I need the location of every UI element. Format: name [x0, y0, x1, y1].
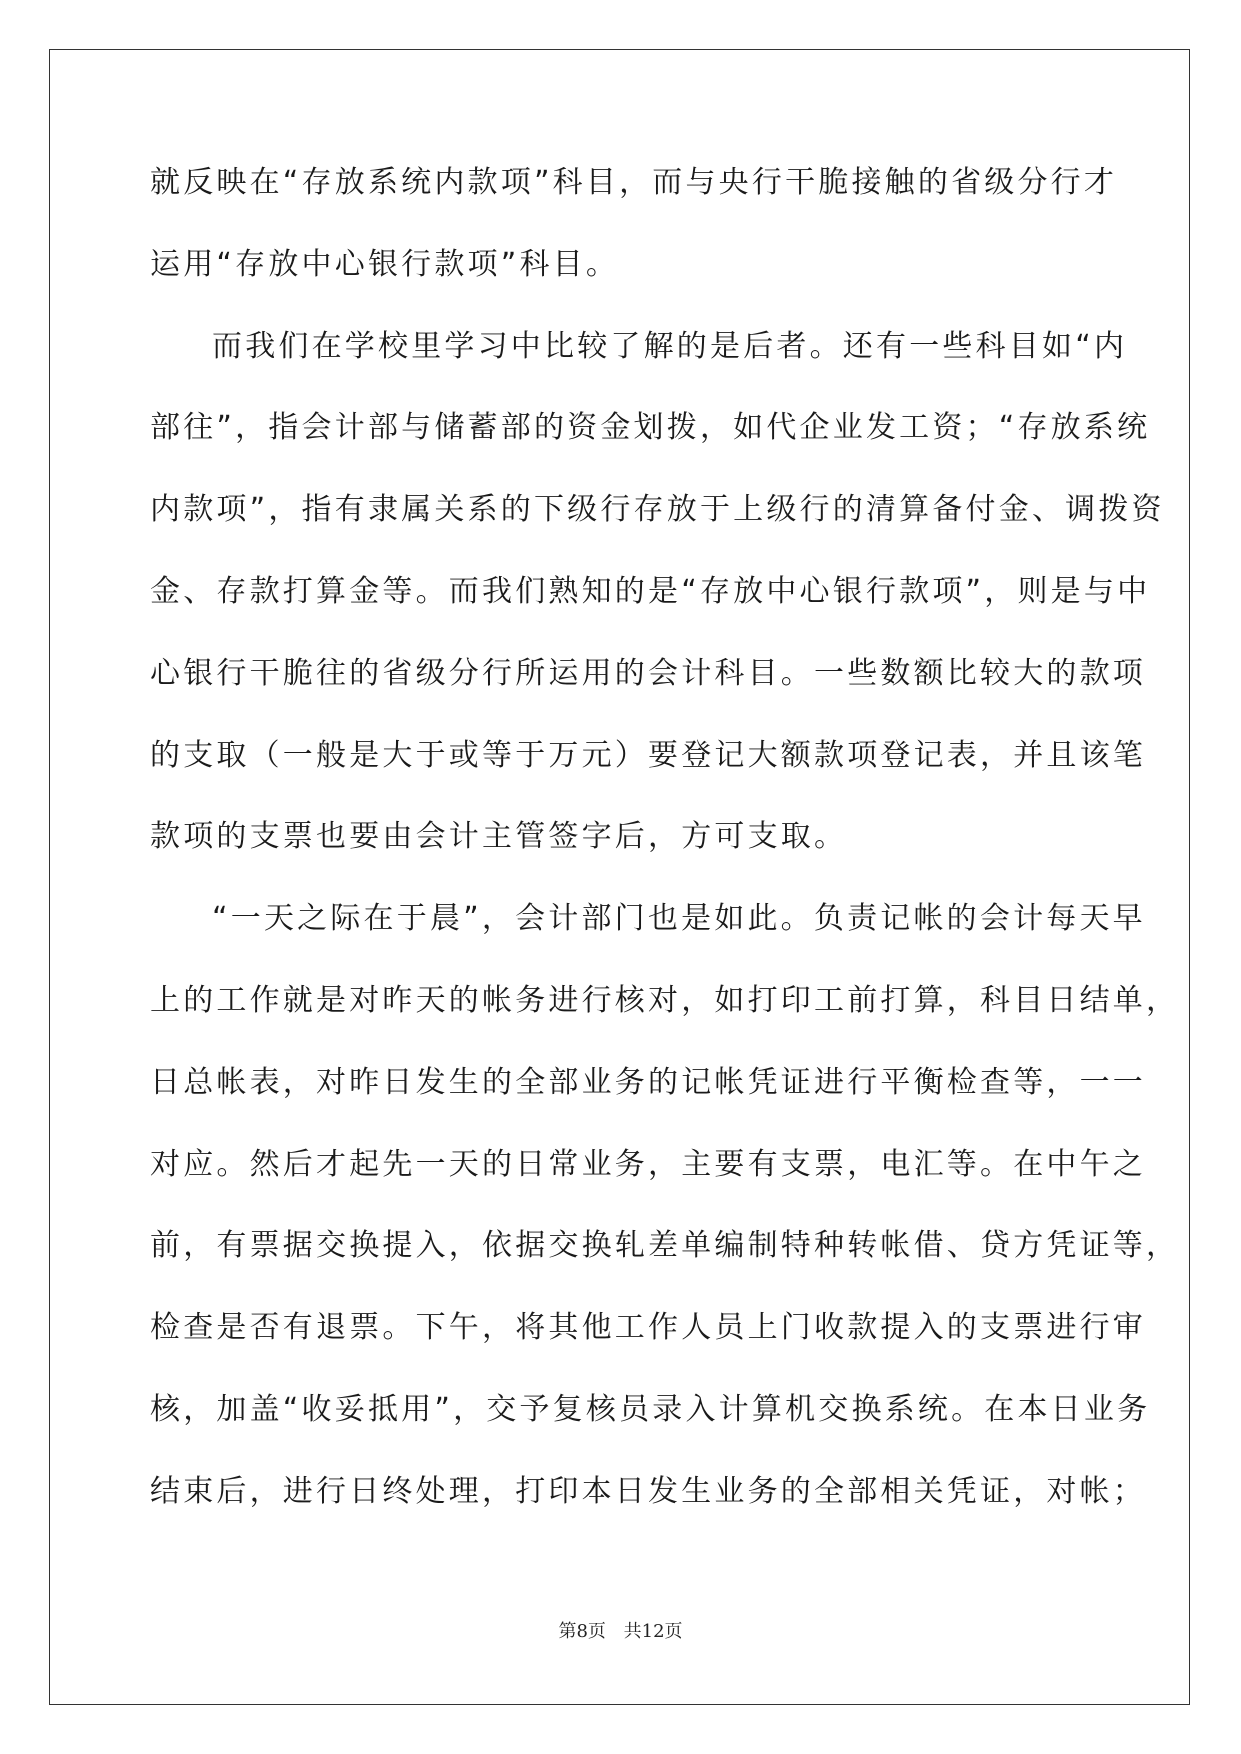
text-line: 检查是否有退票。下午，将其他工作人员上门收款提入的支票进行审 — [150, 1310, 1146, 1346]
text-line: 心银行干脆往的省级分行所运用的会计科目。一些数额比较大的款项 — [150, 655, 1146, 691]
text-line: 运用“存放中心银行款项”科目。 — [150, 246, 620, 282]
text-line: 而我们在学校里学习中比较了解的是后者。还有一些科目如“内 — [212, 328, 1128, 364]
page-number: 第8页 — [558, 1621, 606, 1642]
text-line: 前，有票据交换提入，依据交换轧差单编制特种转帐借、贷方凭证等， — [150, 1228, 1180, 1264]
text-line: 就反映在“存放系统内款项”科目，而与央行干脆接触的省级分行才 — [150, 165, 1118, 200]
page-footer — [0, 1617, 1241, 1643]
text-line: 金、存款打算金等。而我们熟知的是“存放中心银行款项”，则是与中 — [150, 573, 1151, 609]
text-line: 结束后，进行日终处理，打印本日发生业务的全部相关凭证，对帐； — [150, 1473, 1146, 1509]
text-line: 的支取（一般是大于或等于万元）要登记大额款项登记表，并且该笔 — [150, 737, 1146, 773]
body-text — [150, 162, 1180, 1553]
text-line: 部往”，指会计部与储蓄部的资金划拨，如代企业发工资；“存放系统 — [150, 410, 1151, 446]
text-line: 款项的支票也要由会计主管签字后，方可支取。 — [150, 819, 848, 855]
text-line: 核，加盖“收妥抵用”，交予复核员录入计算机交换系统。在本日业务 — [150, 1391, 1151, 1427]
text-line: 内款项”，指有隶属关系的下级行存放于上级行的清算备付金、调拨资 — [150, 492, 1165, 528]
text-line: “一天之际在于晨”，会计部门也是如此。负责记帐的会计每天早 — [212, 901, 1146, 937]
page-total: 共12页 — [623, 1621, 683, 1642]
text-line: 对应。然后才起先一天的日常业务，主要有支票，电汇等。在中午之 — [150, 1146, 1146, 1182]
text-line: 上的工作就是对昨天的帐务进行核对，如打印工前打算，科目日结单， — [150, 982, 1180, 1018]
text-line: 日总帐表，对昨日发生的全部业务的记帐凭证进行平衡检查等，一一 — [150, 1064, 1146, 1100]
